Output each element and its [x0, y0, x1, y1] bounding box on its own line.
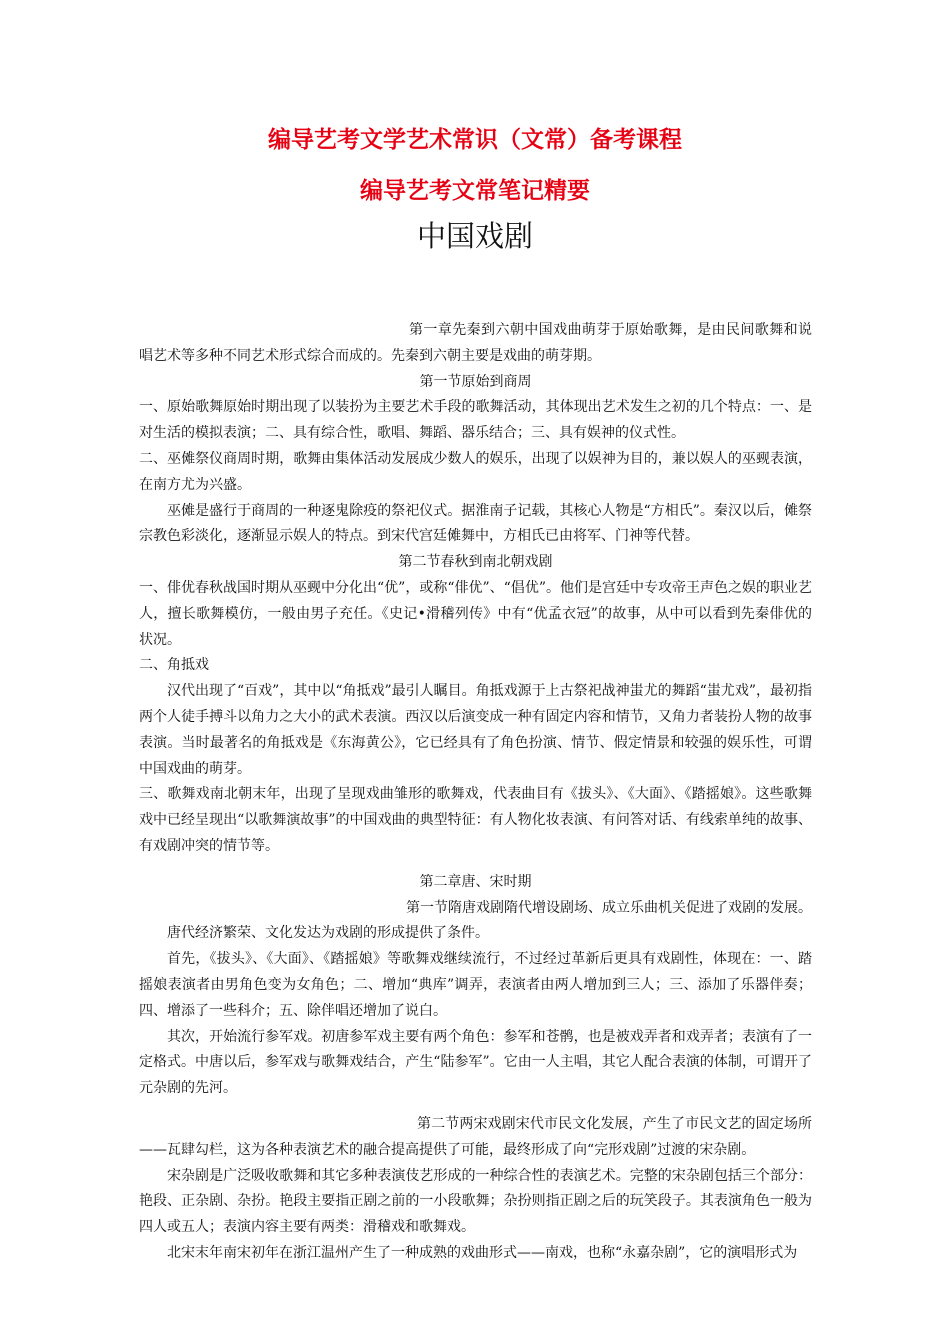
section-heading: 第二节春秋到南北朝戏剧: [398, 554, 553, 571]
document-body: [139, 318, 812, 1267]
notes-title: 编导艺考文常笔记精要: [360, 178, 590, 204]
paragraph: 二、巫傩祭仪商周时期，歌舞由集体活动发展成少数人的娱乐，出现了以娱神为目的，兼以娱人的巫觋表演，在南方尤为兴盛。: [139, 450, 812, 493]
chapter-1-paragraph: 第一章先秦到六朝中国戏曲萌芽于原始歌舞，是由民间歌舞和说唱艺术等多种不同艺术形式综合而成的。先秦到六朝主要是戏曲的萌芽期。: [139, 322, 812, 364]
paragraph: 三、歌舞戏南北朝末年，出现了呈现戏曲雏形的歌舞戏，代表曲目有《拔头》、《大面》、《踏摇娘》。这些歌舞戏中已经呈现出“以歌舞演故事”的中国戏曲的典型特征：有人物化妆表演、有问答对话、有线索单纯的故事、有戏剧冲突的情节等。: [139, 786, 812, 854]
paragraph: 一、俳优春秋战国时期从巫觋中分化出“优”，或称“俳优”、“倡优”。他们是宫廷中专攻帝王声色之娱的职业艺人，擅长歌舞模仿，一般由男子充任。《史记•滑稽列传》中有“优孟衣冠”的故事，从中可以看到先秦俳优的状况。: [139, 579, 812, 648]
chapter-heading: 第二章唐、宋时期: [419, 873, 532, 890]
page-title: 中国戏剧: [416, 219, 533, 253]
paragraph: 巫傩是盛行于商周的一种逐鬼除疫的祭祀仪式。据淮南子记载，其核心人物是“方相氏”。秦汉以后，傩祭宗教色彩淡化，逐渐显示娱人的特点。到宋代宫廷傩舞中，方相氏已由将军、门神等代替。: [139, 502, 812, 545]
paragraph: 一、原始歌舞原始时期出现了以装扮为主要艺术手段的歌舞活动，其体现出艺术发生之初的几个特点：一、是对生活的模拟表演；二、具有综合性，歌唱、舞蹈、器乐结合；三、具有娱神的仪式性。: [139, 399, 812, 442]
paragraph: 二、角抵戏: [139, 657, 209, 674]
course-title: 编导艺考文学艺术常识（文常）备考课程: [268, 127, 682, 153]
paragraph: 汉代出现了“百戏”，其中以“角抵戏”最引人瞩目。角抵戏源于上古祭祀战神蚩尤的舞蹈“蚩尤戏”，最初指两个人徒手搏斗以角力之大小的武术表演。西汉以后演变成一种有固定内容和情节，又角力者装扮人物的故事表演。当时最著名的角抵戏是《东海黄公》，它已经具有了角色扮演、情节、假定情景和较强的娱乐性，可谓中国戏曲的萌芽。: [139, 683, 812, 777]
paragraph: 宋杂剧是广泛吸收歌舞和其它多种表演伎艺形成的一种综合性的表演艺术。完整的宋杂剧包括三个部分：艳段、正杂剧、杂扮。艳段主要指正剧之前的一小段歌舞；杂扮则指正剧之后的玩笑段子。其表演角色一般为四人或五人；表演内容主要有两类：滑稽戏和歌舞戏。: [139, 1167, 812, 1236]
section-heading: 第一节原始到商周: [419, 373, 532, 390]
paragraph: 首先，《拔头》、《大面》、《踏摇娘》等歌舞戏继续流行，不过经过革新后更具有戏剧性，体现在：一、踏摇娘表演者由男角色变为女角色；二、增加“典库”调弄，表演者由两人增加到三人；三、添加了乐器伴奏；四、增添了一些科介；五、除伴唱还增加了说白。: [139, 951, 812, 1019]
paragraph: 唐代经济繁荣、文化发达为戏剧的形成提供了条件。: [167, 925, 489, 942]
section-paragraph: 第一节隋唐戏剧隋代增设剧场、成立乐曲机关促进了戏剧的发展。: [406, 899, 812, 916]
paragraph: 其次，开始流行参军戏。初唐参军戏主要有两个角色：参军和苍鹘，也是被戏弄者和戏弄者；表演有了一定格式。中唐以后，参军戏与歌舞戏结合，产生“陆参军”。它由一人主唱，其它人配合表演的体制，可谓开了元杂剧的先河。: [139, 1028, 812, 1097]
section-paragraph: 第二节两宋戏剧宋代市民文化发展，产生了市民文艺的固定场所——瓦肆勾栏，这为各种表演艺术的融合提高提供了可能，最终形成了向“完形戏剧”过渡的宋杂剧。: [139, 1115, 812, 1158]
paragraph: 北宋末年南宋初年在浙江温州产生了一种成熟的戏曲形式——南戏，也称“永嘉杂剧”，它的演唱形式为: [167, 1244, 798, 1261]
